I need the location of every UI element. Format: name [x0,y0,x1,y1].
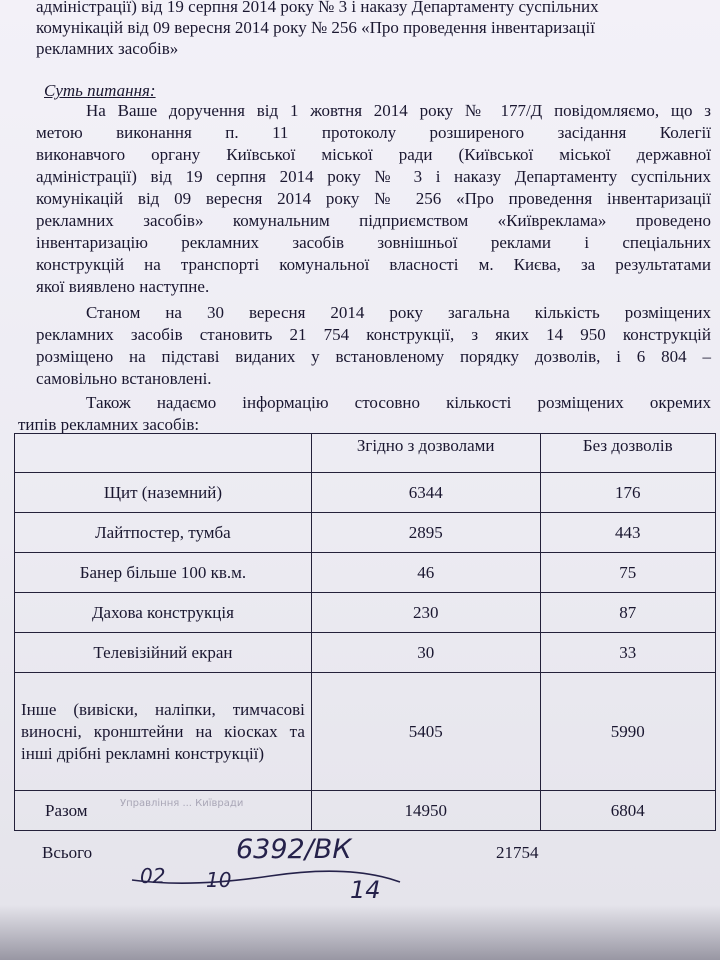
table-row [15,473,716,513]
p1-line-9: якої виявлено наступне. [36,277,210,296]
handwritten-day: 02 [140,864,166,888]
table-header-without-permit: Без дозволів [540,434,716,473]
p1-line-8: конструкцій на транспорті комунальної власності м. Києва, за результатами [36,255,711,274]
row-type: Банер більше 100 кв.м. [15,553,312,593]
p1-line-7: інвентаризацію рекламних засобів зовнішньої реклами і спеціальних [36,233,711,252]
p1-line-1: На Ваше доручення від 1 жовтня 2014 року № 177/Д повідомляємо, що з [86,101,711,120]
photo-shadow [0,905,720,960]
faded-stamp: Управління ... Київради [120,798,244,809]
row-without-permit: 87 [540,593,716,633]
row-without-permit: 443 [540,513,716,553]
row-with-permit: 46 [311,553,540,593]
row-without-permit: 176 [540,473,716,513]
handwritten-stroke [132,871,400,883]
table-row [15,513,716,553]
total-value: 21754 [496,843,539,862]
row-type: Щит (наземний) [15,473,312,513]
row-type: Дахова конструкція [15,593,312,633]
handwritten-reg-number: 6392/ВК [236,834,352,865]
intro-line-1: адміністрації) від 19 серпня 2014 року № 3 і наказу Департаменту суспільних [36,0,599,16]
p1-line-2: метою виконання п. 11 протоколу розширеного засідання Колегії [36,123,711,142]
sum-with-permit: 14950 [311,791,540,831]
p3-line-1: Також надаємо інформацію стосовно кількості розміщених окремих [86,393,711,412]
row-without-permit: 33 [540,633,716,673]
intro-line-3: рекламних засобів» [36,39,179,58]
p1-line-6: рекламних засобів» комунальним підприємством «Київреклама» проведено [36,211,711,230]
row-without-permit: 75 [540,553,716,593]
row-with-permit: 30 [311,633,540,673]
table-row [15,553,716,593]
section-heading: Суть питання: [44,81,156,100]
total-label: Всього [42,843,93,862]
row-type: Телевізійний екран [15,633,312,673]
table-row [15,593,716,633]
p3-line-2: типів рекламних засобів: [18,415,200,434]
row-without-permit: 5990 [540,673,716,791]
table-header-type [15,434,312,473]
p2-line-4: самовільно встановлені. [36,369,212,388]
p1-line-5: комунікацій від 09 вересня 2014 року № 256 «Про проведення інвентаризації [36,189,711,208]
p1-line-4: адміністрації) від 19 серпня 2014 року № 3 і наказу Департаменту суспільних [36,167,711,186]
row-type: Інше (вивіски, наліпки, тимчасові виносні, кронштейни на кіосках та інші дрібні рекламні конструкції) [15,673,312,791]
intro-line-2: комунікацій від 09 вересня 2014 року № 256 «Про проведення інвентаризації [36,18,595,37]
table-row [15,673,716,791]
sum-label: Разом [15,791,312,831]
handwritten-strokes [130,858,410,902]
ad-types-table [14,433,716,831]
p1-line-3: виконавчого органу Київської міської ради (Київської міської державної [36,145,711,164]
row-with-permit: 2895 [311,513,540,553]
table-header-with-permit: Згідно з дозволами [311,434,540,473]
p2-line-1: Станом на 30 вересня 2014 року загальна кількість розміщених [86,303,711,322]
handwritten-year: 14 [350,876,381,904]
row-with-permit: 230 [311,593,540,633]
row-with-permit: 6344 [311,473,540,513]
handwritten-month: 10 [206,868,232,892]
sum-without-permit: 6804 [540,791,716,831]
p2-line-2: рекламних засобів становить 21 754 конструкції, з яких 14 950 конструкцій [36,325,711,344]
row-type: Лайтпостер, тумба [15,513,312,553]
p2-line-3: розміщено на підставі виданих у встановленому порядку дозволів, і 6 804 – [36,347,711,366]
table-header-row [15,434,716,473]
row-with-permit: 5405 [311,673,540,791]
table-row [15,633,716,673]
